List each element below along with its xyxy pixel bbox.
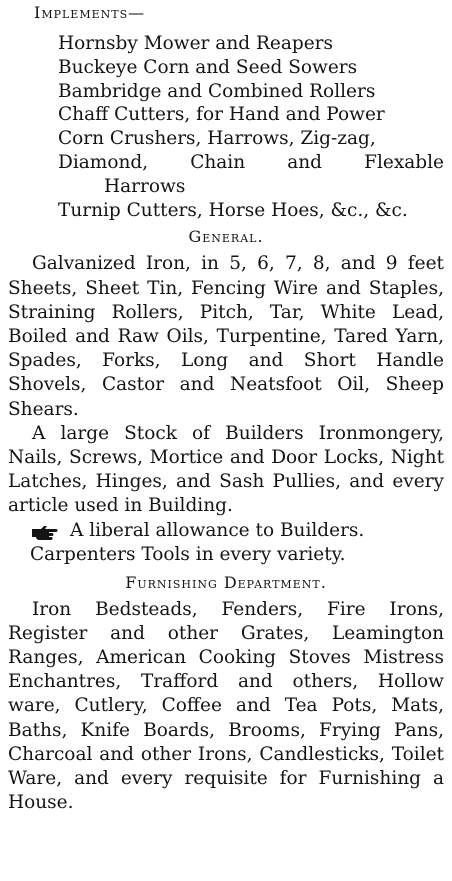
carpenters-tools-note: Carpenters Tools in every variety. bbox=[30, 544, 346, 566]
implements-heading: Implements— bbox=[34, 3, 146, 22]
furnishing-heading: Furnishing Department. bbox=[125, 572, 327, 592]
diamond-word: Flexable bbox=[364, 151, 444, 173]
general-paragraph-materials: Galvanized Iron, in 5, 6, 7, 8, and 9 feet Sheets, Sheet Tin, Fencing Wire and Staples, Straining Rollers, Pitch, Tar, White Lead, Boiled and Raw Oils, Turpentine, Tared Yarn, Spades, Forks, Long and Short Handle Shovels, Castor and Neatsfoot Oil, Sheep Shears. bbox=[8, 253, 444, 420]
list-item: Corn Crushers, Harrows, Zig-zag, bbox=[58, 128, 376, 150]
diamond-word: Chain bbox=[190, 151, 246, 173]
diamond-word: and bbox=[287, 151, 323, 173]
list-item: Chaff Cutters, for Hand and Power bbox=[58, 104, 385, 126]
builders-allowance-note bbox=[8, 519, 444, 544]
note-text: A liberal allowance to Builders. bbox=[70, 519, 365, 541]
pointing-hand-icon bbox=[30, 523, 58, 539]
list-item: Turnip Cutters, Horse Hoes, &c., &c. bbox=[58, 199, 408, 221]
list-item: Hornsby Mower and Reapers bbox=[58, 33, 333, 54]
implements-list bbox=[8, 32, 444, 222]
list-item: Bambridge and Combined Rollers bbox=[58, 80, 376, 102]
list-item: Buckeye Corn and Seed Sowers bbox=[58, 56, 358, 78]
general-heading: General. bbox=[188, 227, 264, 247]
list-item-diamond bbox=[58, 151, 444, 175]
diamond-word: Diamond, bbox=[58, 151, 149, 173]
furnishing-paragraph: Iron Bedsteads, Fenders, Fire Irons, Register and other Grates, Leamington Ranges, American Cooking Stoves Mistress Enchantres, Trafford and others, Hollow ware, Cutlery, Coffee and Tea Pots, Mats, Baths, Knife Boards, Brooms, Frying Pans, Charcoal and other Irons, Candlesticks, Toilet Ware, and every requisite for Furnishing a House. bbox=[8, 598, 444, 814]
general-paragraph-ironmongery: A large Stock of Builders Ironmongery, Nails, Screws, Mortice and Door Locks, Night Latches, Hinges, and Sash Pullies, and every article used in Building. bbox=[8, 422, 444, 517]
list-item-continuation: Harrows bbox=[104, 175, 186, 197]
